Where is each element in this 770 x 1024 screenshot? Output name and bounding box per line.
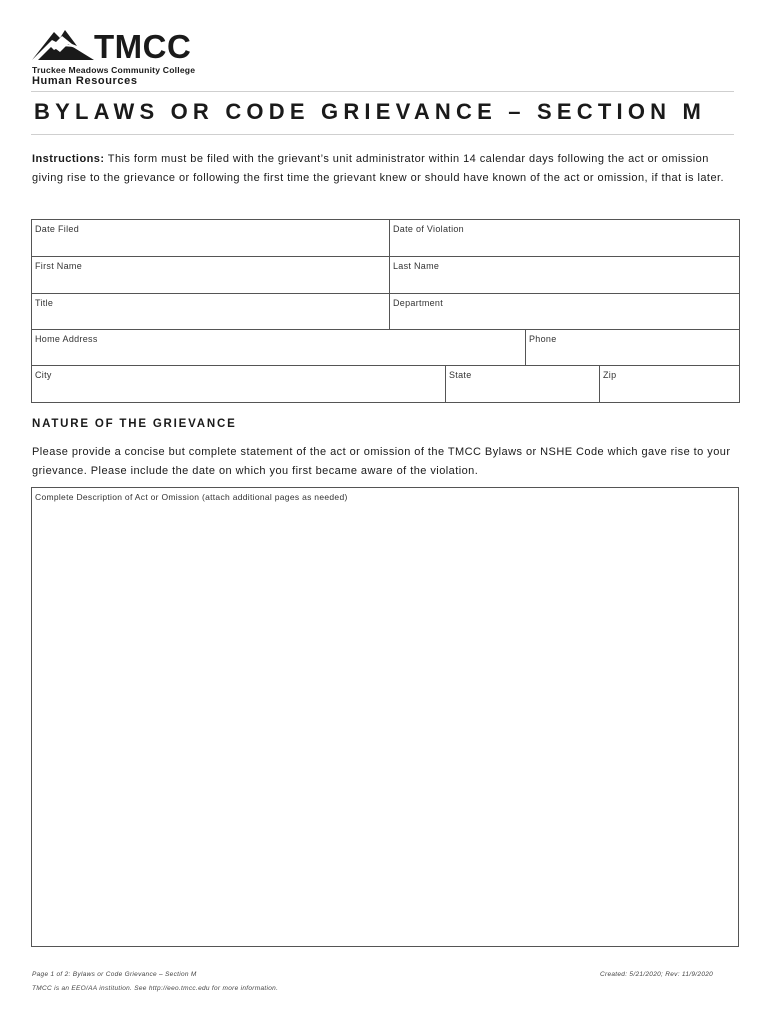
date-filed-label: Date Filed xyxy=(35,224,80,234)
department-label: Human Resources xyxy=(32,75,138,87)
department-field-label: Department xyxy=(393,298,444,308)
home-address-field[interactable] xyxy=(32,330,525,365)
nature-text: Please provide a concise but complete statement of the act or omission of the TMCC Bylaws or NSHE Code which gave rise to your grievance. Please include the date on which you first became aware of the violation. xyxy=(32,446,731,477)
form-title: BYLAWS OR CODE GRIEVANCE – SECTION M xyxy=(34,99,707,124)
mountain-icon xyxy=(32,26,94,62)
table-row xyxy=(32,294,739,330)
last-name-label: Last Name xyxy=(393,261,440,271)
instructions-text: This form must be filed with the grievant’s unit administrator within 14 calendar days following the act or omission giving rise to the grievance or following the first time the grievant knew or should have known of the act or omission, if that is later. xyxy=(32,153,725,184)
footer-page-info: Page 1 of 2: Bylaws or Code Grievance – Section M xyxy=(32,971,197,978)
instructions xyxy=(32,150,736,187)
logo-subtitle: Truckee Meadows Community College xyxy=(32,65,196,75)
title-field[interactable] xyxy=(32,294,389,329)
description-textarea[interactable] xyxy=(31,487,739,947)
footer-eeo: TMCC is an EEO/AA institution. See http://eeo.tmcc.edu for more information. xyxy=(32,985,279,992)
state-label: State xyxy=(449,370,472,380)
table-row xyxy=(32,220,739,257)
logo-text: TMCC xyxy=(94,28,192,65)
title-band xyxy=(31,91,734,135)
instructions-label: Instructions: xyxy=(32,153,105,165)
title-label: Title xyxy=(35,298,54,308)
nature-heading: NATURE OF THE GRIEVANCE xyxy=(32,418,237,430)
date-of-violation-field[interactable] xyxy=(389,220,739,256)
zip-field[interactable] xyxy=(599,366,739,402)
table-row xyxy=(32,257,739,294)
personal-info-table xyxy=(31,219,740,403)
city-field[interactable] xyxy=(32,366,445,402)
zip-label: Zip xyxy=(603,370,617,380)
date-of-violation-label: Date of Violation xyxy=(393,224,464,234)
city-label: City xyxy=(35,370,52,380)
description-label: Complete Description of Act or Omission (attach additional pages as needed) xyxy=(35,492,348,502)
phone-label: Phone xyxy=(529,334,557,344)
table-row xyxy=(32,330,739,366)
first-name-label: First Name xyxy=(35,261,83,271)
home-address-label: Home Address xyxy=(35,334,98,344)
department-field[interactable] xyxy=(389,294,739,329)
table-row xyxy=(32,366,739,402)
phone-field[interactable] xyxy=(525,330,739,365)
first-name-field[interactable] xyxy=(32,257,389,293)
date-filed-field[interactable] xyxy=(32,220,389,256)
footer-dates: Created: 5/21/2020; Rev: 11/9/2020 xyxy=(600,971,714,978)
last-name-field[interactable] xyxy=(389,257,739,293)
tmcc-logo xyxy=(32,24,222,76)
state-field[interactable] xyxy=(445,366,599,402)
